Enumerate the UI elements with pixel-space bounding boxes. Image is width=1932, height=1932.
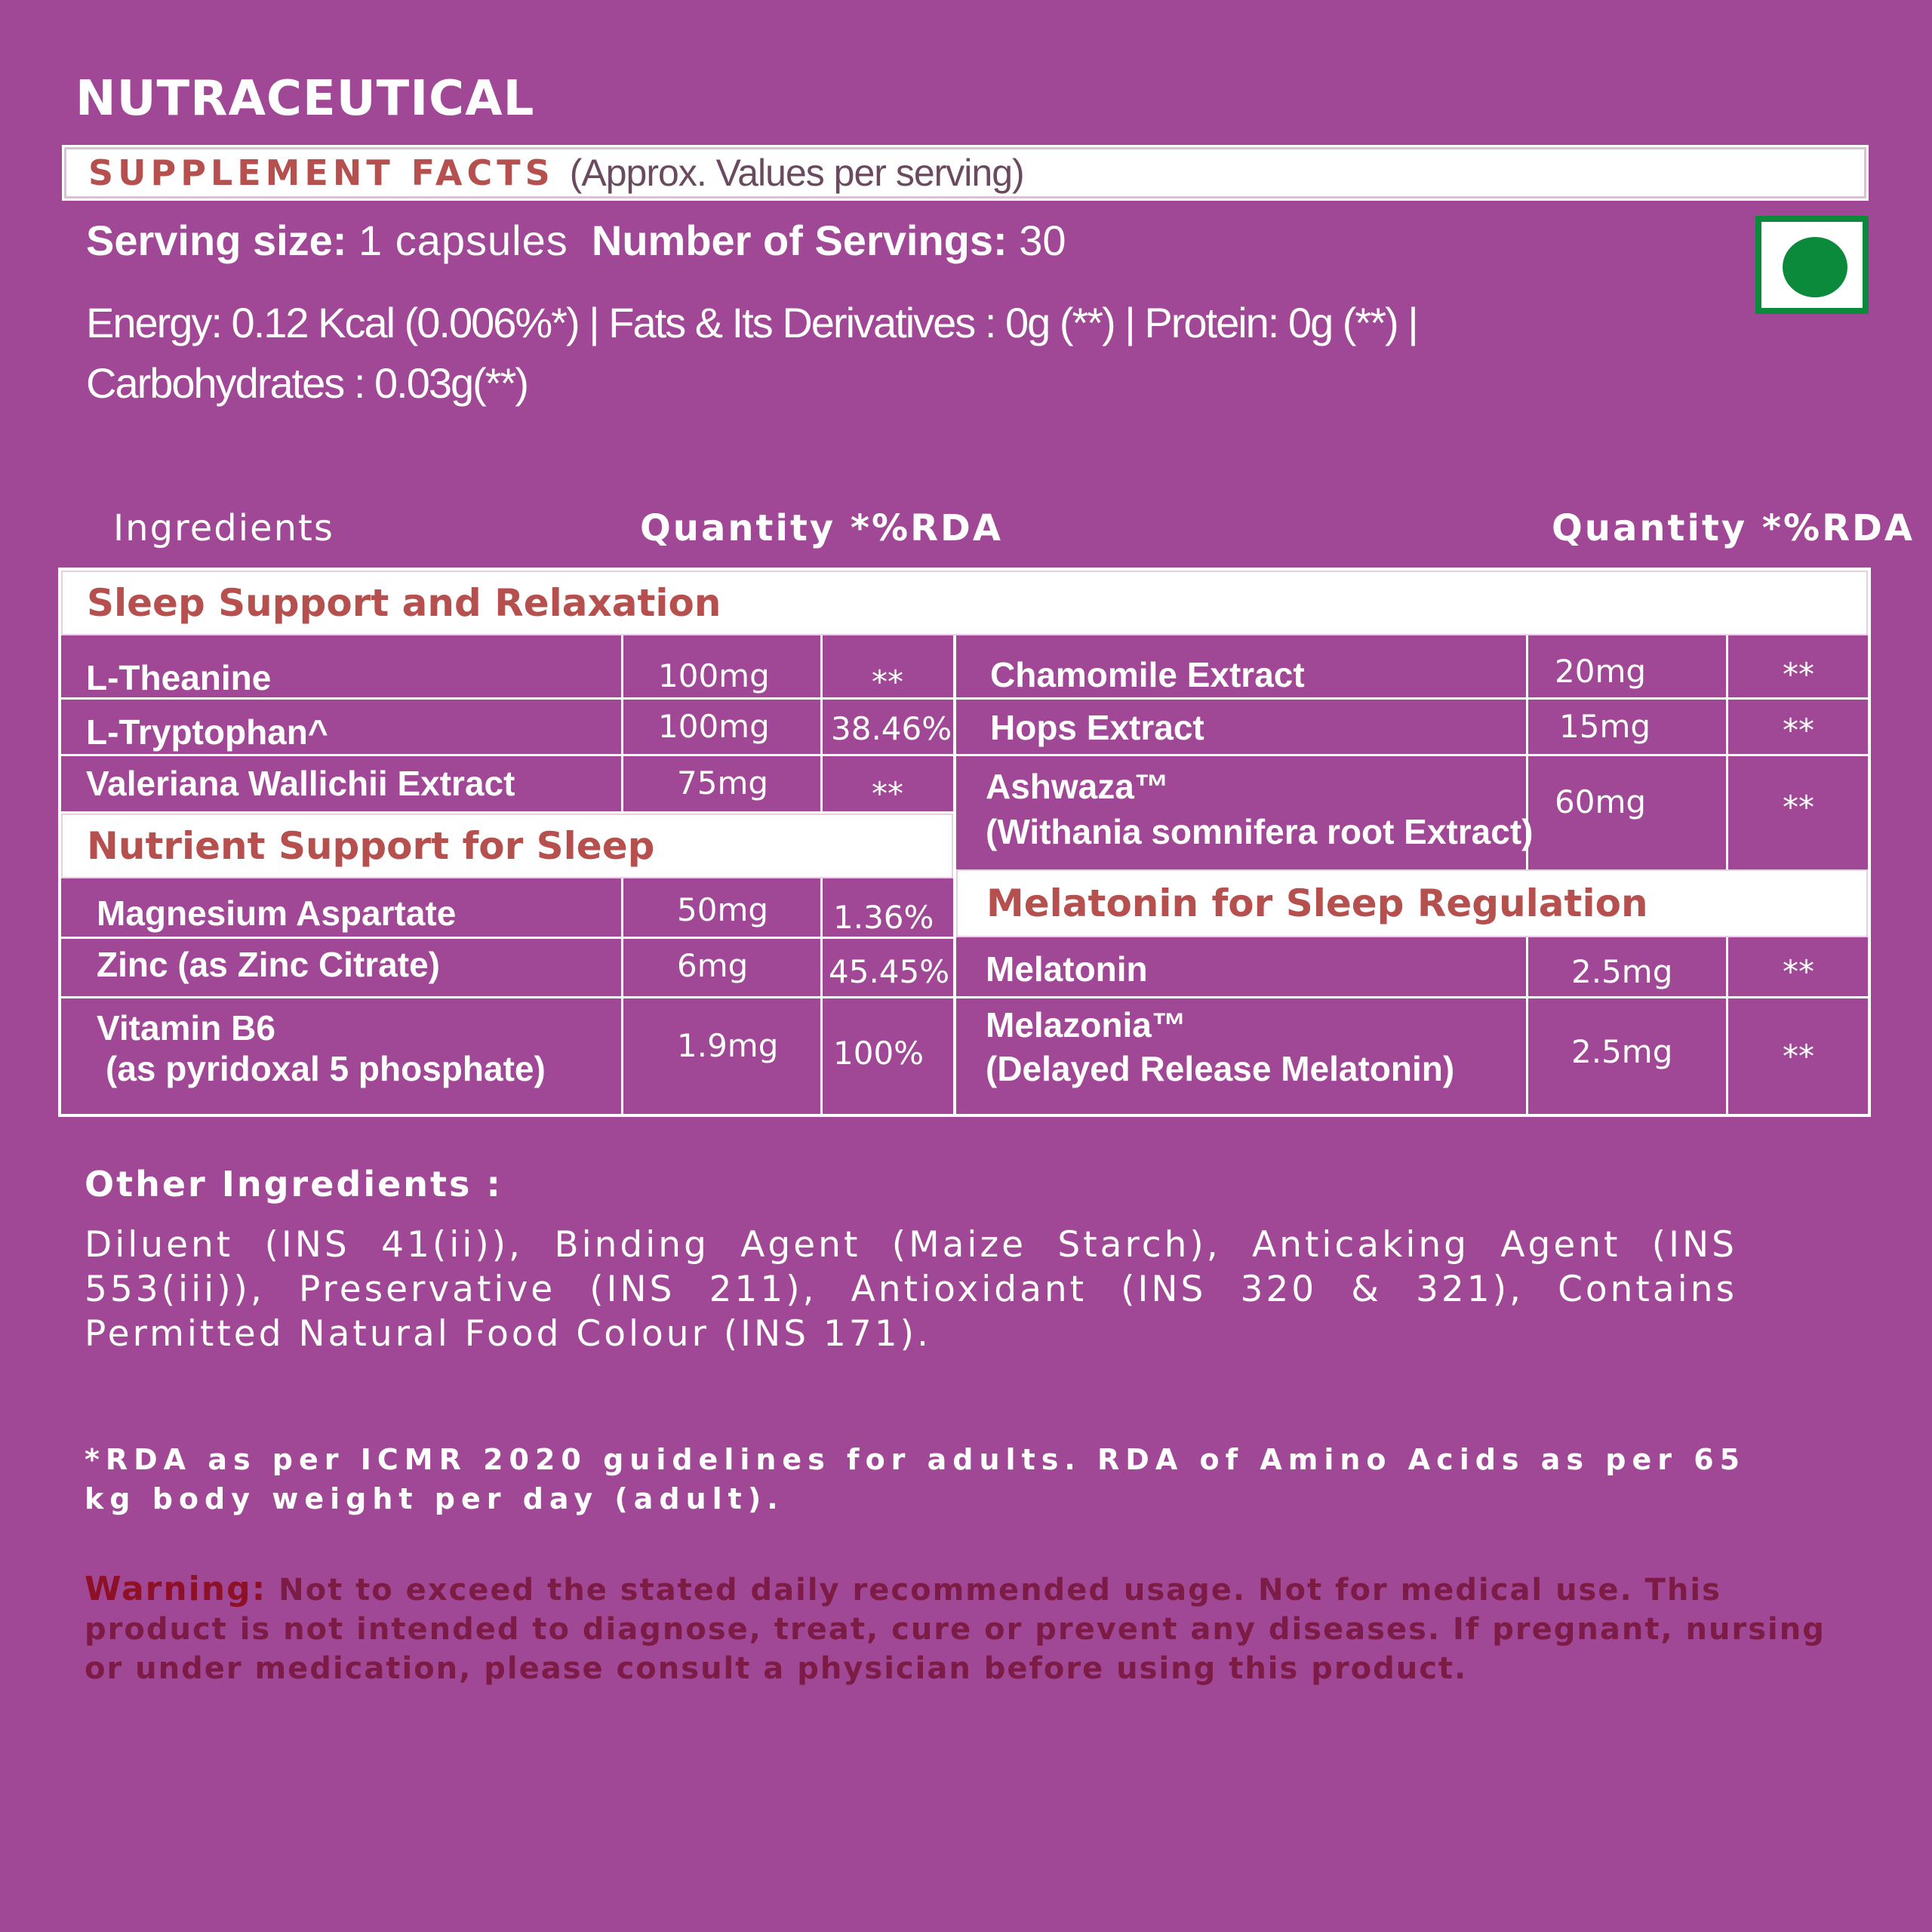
supplement-facts-title: SUPPLEMENT FACTS [88,152,555,193]
ingredient-quantity: 2.5mg [1571,953,1673,990]
ingredient-name: Zinc (as Zinc Citrate) [97,945,440,984]
ingredient-name-detail: (Delayed Release Melatonin) [986,1049,1455,1088]
ingredient-name: Ashwaza™ [986,767,1169,806]
section-melatonin: Melatonin for Sleep Regulation [956,869,1868,937]
ingredient-quantity: 100mg [658,657,770,694]
ingredient-name-detail: (Withania somnifera root Extract) [986,812,1534,851]
serving-size-label: Serving size: [86,217,347,264]
ingredient-rda: ** [1783,789,1814,826]
ingredient-name: Melatonin [986,949,1148,989]
serving-size-value: 1 capsules [358,217,568,264]
ingredient-quantity: 100mg [658,708,770,745]
ingredient-quantity: 15mg [1559,708,1651,745]
vegetarian-mark-icon [1755,216,1869,314]
ingredient-name: Vitamin B6 [97,1008,275,1048]
rda-footnote: *RDA as per ICMR 2020 guidelines for adults. RDA of Amino Acids as per 65 kg body weight per day (adult). [85,1443,1746,1515]
ingredient-name-detail: (as pyridoxal 5 phosphate) [106,1049,546,1088]
nutrition-line-2: Carbohydrates : 0.03g(**) [86,359,528,407]
ingredient-rda: 100% [833,1035,924,1072]
ingredient-rda: ** [1783,1038,1814,1075]
ingredient-name: Magnesium Aspartate [97,894,457,933]
ingredient-quantity: 20mg [1555,653,1647,690]
ingredient-name: Chamomile Extract [990,655,1305,694]
warning-label: Warning: [85,1570,267,1608]
ingredient-rda: 1.36% [833,899,934,936]
nutrition-line-1: Energy: 0.12 Kcal (0.006%*) | Fats & Its Derivatives : 0g (**) | Protein: 0g (**) | [86,299,1417,346]
ingredient-name: Melazonia™ [986,1005,1186,1044]
other-ingredients-text: Diluent (INS 41(ii)), Binding Agent (Maize Starch), Anticaking Agent (INS 553(iii)), Preservative (INS 211), Antioxidant (INS 320 & 321), Contains Permitted Natural Food Colour (INS 171). [85,1224,1737,1355]
ingredient-name: Hops Extract [990,708,1204,747]
nutrition-summary [86,293,1417,414]
other-ingredients-title: Other Ingredients : [85,1164,503,1204]
ingredient-rda: 38.46% [831,710,952,747]
ingredient-quantity: 75mg [677,764,769,801]
ingredient-rda: ** [1783,656,1814,693]
ingredient-rda: 45.45% [829,953,950,990]
warning-text: Not to exceed the stated daily recommended usage. Not for medical use. This product is not intended to diagnose, treat, cure or prevent any diseases. If pregnant, nursing or under medication, please consult a physician before using this product. [85,1573,1826,1686]
quantity-rda-header-left: Quantity *%RDA [640,507,1004,549]
brand-title: NUTRACEUTICAL [75,71,535,127]
ingredient-rda: ** [872,775,903,812]
warning-block [85,1570,1866,1688]
ingredient-rda: ** [1783,953,1814,990]
ingredient-name: L-Tryptophan^ [86,712,328,752]
servings-count-value: 30 [1019,217,1066,264]
ingredient-quantity: 2.5mg [1571,1033,1673,1070]
ingredient-quantity: 6mg [677,947,749,984]
supplement-facts-subtitle: (Approx. Values per serving) [569,152,1024,194]
ingredient-quantity: 60mg [1555,783,1647,820]
supplement-facts-header [62,145,1869,201]
ingredient-rda: ** [1783,712,1814,749]
ingredient-rda: ** [872,663,903,700]
ingredient-name: Valeriana Wallichii Extract [86,764,515,803]
ingredients-column-header: Ingredients [113,507,334,549]
servings-count-label: Number of Servings: [591,217,1008,264]
ingredient-quantity: 50mg [677,891,769,928]
serving-info [86,214,1066,267]
ingredient-name: L-Theanine [86,658,272,697]
quantity-rda-header-right: Quantity *%RDA [1552,507,1915,549]
ingredient-quantity: 1.9mg [677,1027,779,1064]
section-nutrient-support: Nutrient Support for Sleep [61,814,953,878]
vegetarian-dot [1783,237,1847,297]
section-sleep-support: Sleep Support and Relaxation [61,571,1868,635]
